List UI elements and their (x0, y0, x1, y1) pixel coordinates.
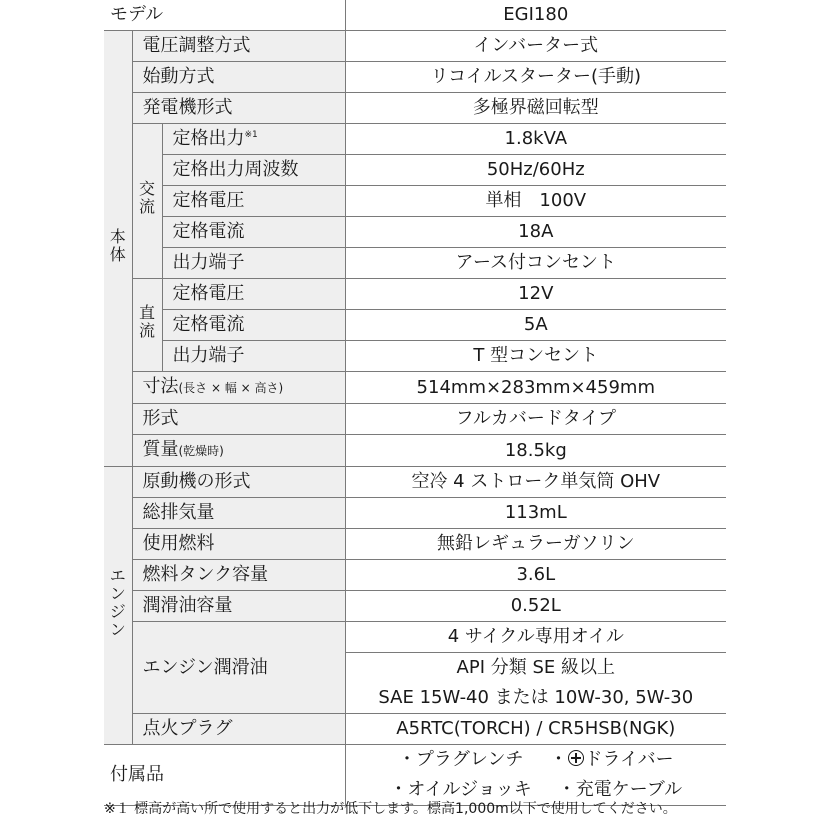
accessory-item: ・オイルジョッキ (389, 779, 532, 800)
table-row (104, 248, 726, 279)
footnote: ※１ 標高が高い所で使用すると出力が低下します。標高1,000m以下で使用してください。 (104, 801, 677, 817)
header-row (104, 0, 726, 31)
row-label: 点火プラグ (132, 714, 345, 745)
row-label: 定格出力$^{※1}$ (162, 124, 345, 155)
row-label: 総排気量 (132, 498, 345, 529)
table-row (104, 186, 726, 217)
header-value: EGI180 (345, 0, 726, 31)
accessory-item: ドライバー (584, 749, 674, 770)
footnote-mark: ※1 (244, 130, 258, 140)
row-label: 出力端子 (162, 341, 345, 372)
accessories-row (104, 745, 726, 806)
row-value: 5A (345, 310, 726, 341)
table-row (104, 529, 726, 560)
row-value: 18.5kg (345, 435, 726, 467)
row-label: 潤滑油容量 (132, 591, 345, 622)
accessories-line1 (346, 745, 727, 775)
table-row (104, 31, 726, 62)
row-label: 電圧調整方式 (132, 31, 345, 62)
row-label: 定格出力周波数 (162, 155, 345, 186)
row-value-line3: SAE 15W-40 または 10W-30, 5W-30 (345, 683, 726, 714)
row-label: 寸法(長さ × 幅 × 高さ) (132, 372, 345, 404)
row-label: 燃料タンク容量 (132, 560, 345, 591)
row-value: 1.8kVA (345, 124, 726, 155)
category-engine: エンジン (104, 467, 132, 745)
table-row (104, 217, 726, 248)
row-value: 空冷 4 ストローク単気筒 OHV (345, 467, 726, 498)
row-value: アース付コンセント (345, 248, 726, 279)
row-value: 514mm×283mm×459mm (345, 372, 726, 404)
row-value-line2: API 分類 SE 級以上 (345, 653, 726, 684)
accessory-item: ・プラグレンチ (397, 749, 524, 770)
row-label: 発電機形式 (132, 93, 345, 124)
table-row (104, 93, 726, 124)
row-label: 定格電流 (162, 310, 345, 341)
row-label: 形式 (132, 404, 345, 435)
row-label: 定格電流 (162, 217, 345, 248)
row-value: 0.52L (345, 591, 726, 622)
row-value: リコイルスターター(手動) (345, 62, 726, 93)
category-body: 本体 (104, 31, 132, 467)
row-value: インバーター式 (345, 31, 726, 62)
row-value: 無鉛レギュラーガソリン (345, 529, 726, 560)
row-label: 使用燃料 (132, 529, 345, 560)
table-row (104, 467, 726, 498)
table-row (104, 498, 726, 529)
accessory-item: ・充電ケーブル (557, 779, 683, 800)
row-label: 原動機の形式 (132, 467, 345, 498)
row-value: 50Hz/60Hz (345, 155, 726, 186)
table-row (104, 372, 726, 404)
row-value: フルカバードタイプ (345, 404, 726, 435)
header-label: モデル (104, 0, 345, 31)
row-label: 定格電圧 (162, 186, 345, 217)
category-dc: 直流 (132, 279, 162, 372)
row-label-note: (長さ × 幅 × 高さ) (178, 381, 284, 395)
table-row (104, 62, 726, 93)
accessory-item-prefix: ・ (549, 749, 568, 770)
table-row (104, 310, 726, 341)
row-value: 12V (345, 279, 726, 310)
row-value: A5RTC(TORCH) / CR5HSB(NGK) (345, 714, 726, 745)
phillips-screw-icon (568, 750, 584, 766)
row-label: 定格電圧 (162, 279, 345, 310)
row-label: エンジン潤滑油 (132, 622, 345, 714)
spec-table (104, 0, 726, 806)
table-row (104, 622, 726, 653)
row-label: 出力端子 (162, 248, 345, 279)
table-row (104, 155, 726, 186)
table-row (104, 714, 726, 745)
table-row (104, 404, 726, 435)
row-value: 単相 100V (345, 186, 726, 217)
row-value: 18A (345, 217, 726, 248)
category-ac: 交流 (132, 124, 162, 279)
row-value: 113mL (345, 498, 726, 529)
table-row (104, 591, 726, 622)
row-value-line1: 4 サイクル専用オイル (345, 622, 726, 653)
table-row (104, 279, 726, 310)
table-row (104, 435, 726, 467)
row-value: 多極界磁回転型 (345, 93, 726, 124)
row-value: T 型コンセント (345, 341, 726, 372)
table-row (104, 560, 726, 591)
row-label: 質量(乾燥時) (132, 435, 345, 467)
row-label: 始動方式 (132, 62, 345, 93)
row-label-note: (乾燥時) (178, 444, 224, 458)
table-row (104, 124, 726, 155)
table-row (104, 341, 726, 372)
accessories-list (345, 745, 726, 806)
row-value: 3.6L (345, 560, 726, 591)
accessories-label: 付属品 (104, 745, 345, 806)
